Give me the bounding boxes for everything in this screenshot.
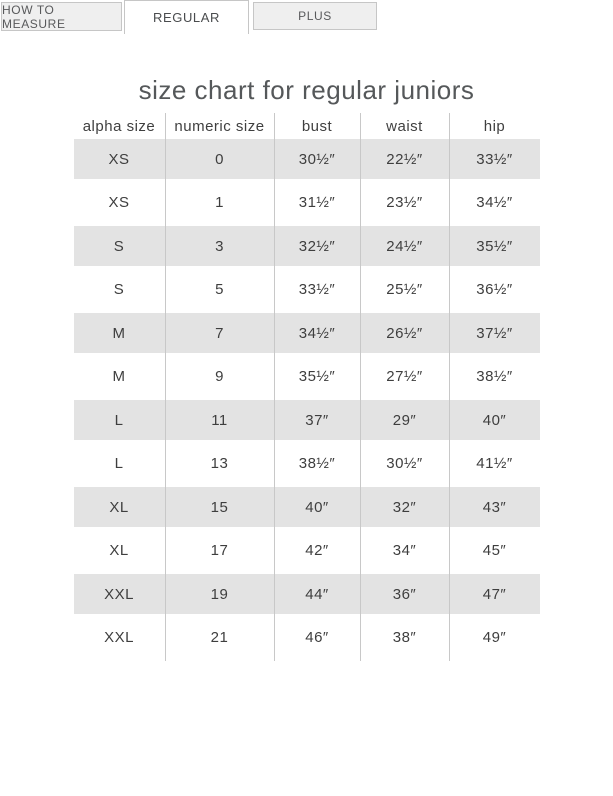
table-cell: XS: [108, 194, 130, 211]
table-cell: 46″: [274, 614, 360, 661]
table-cell: 45″: [449, 527, 540, 574]
column-header: bust: [274, 113, 360, 139]
table-cell: 38″: [360, 614, 449, 661]
table-header-row: [74, 113, 540, 139]
table-cell: 47″: [449, 574, 540, 614]
table-cell: 0: [165, 139, 274, 179]
column-header: hip: [449, 113, 540, 139]
table-cell: 34½″: [449, 179, 540, 226]
table-cell: 11: [165, 400, 274, 440]
table-row: [74, 353, 540, 400]
table-cell: 32″: [360, 487, 449, 527]
table-cell: 34″: [360, 527, 449, 574]
table-row: [74, 614, 540, 661]
table-row: [74, 313, 540, 353]
table-cell: 3: [165, 226, 274, 266]
table-cell: 17: [165, 527, 274, 574]
table-cell: XL: [109, 498, 129, 516]
table-cell: 26½″: [360, 313, 449, 353]
size-table-body: [74, 139, 540, 661]
table-cell: 49″: [449, 614, 540, 661]
table-cell: 35½″: [274, 353, 360, 400]
table-cell: 41½″: [449, 440, 540, 487]
tab-plus[interactable]: PLUS: [253, 2, 377, 30]
table-cell: 38½″: [449, 353, 540, 400]
table-cell: 40″: [274, 487, 360, 527]
table-cell: 27½″: [360, 353, 449, 400]
table-row: [74, 266, 540, 313]
table-cell: 9: [165, 353, 274, 400]
table-cell: XXL: [104, 585, 134, 603]
table-cell: 25½″: [360, 266, 449, 313]
page-title: size chart for regular juniors: [138, 75, 475, 105]
table-cell: 32½″: [274, 226, 360, 266]
table-cell: M: [112, 324, 126, 342]
table-cell: 30½″: [274, 139, 360, 179]
tab-bar: [0, 0, 613, 34]
table-row: [74, 527, 540, 574]
table-cell: 15: [165, 487, 274, 527]
table-cell: 33½″: [449, 139, 540, 179]
table-cell: 37½″: [449, 313, 540, 353]
table-cell: 23½″: [360, 179, 449, 226]
table-cell: 35½″: [449, 226, 540, 266]
table-cell: 36½″: [449, 266, 540, 313]
table-cell: XL: [109, 542, 129, 559]
table-row: [74, 487, 540, 527]
table-cell: 36″: [360, 574, 449, 614]
table-row: [74, 574, 540, 614]
table-cell: 5: [165, 266, 274, 313]
table-cell: 1: [165, 179, 274, 226]
table-cell: 43″: [449, 487, 540, 527]
table-cell: 38½″: [274, 440, 360, 487]
table-cell: S: [113, 281, 125, 298]
table-row: [74, 139, 540, 179]
table-row: [74, 440, 540, 487]
table-cell: 33½″: [274, 266, 360, 313]
column-header: alpha size: [82, 117, 156, 135]
table-cell: S: [113, 237, 125, 255]
table-cell: L: [114, 455, 124, 472]
table-cell: 31½″: [274, 179, 360, 226]
table-cell: 7: [165, 313, 274, 353]
table-cell: 22½″: [360, 139, 449, 179]
table-cell: 34½″: [274, 313, 360, 353]
table-row: [74, 226, 540, 266]
size-table: [74, 113, 540, 661]
table-cell: 30½″: [360, 440, 449, 487]
table-cell: 29″: [360, 400, 449, 440]
table-cell: 44″: [274, 574, 360, 614]
table-cell: XXL: [104, 629, 134, 646]
tab-regular[interactable]: REGULAR: [124, 0, 249, 34]
table-cell: 19: [165, 574, 274, 614]
table-cell: 42″: [274, 527, 360, 574]
column-header: numeric size: [165, 113, 274, 139]
table-cell: L: [114, 411, 124, 429]
tab-how-to-measure[interactable]: HOW TO MEASURE: [1, 2, 122, 31]
table-cell: 24½″: [360, 226, 449, 266]
table-cell: 37″: [274, 400, 360, 440]
column-header: waist: [360, 113, 449, 139]
table-cell: 13: [165, 440, 274, 487]
table-cell: XS: [108, 150, 130, 168]
table-row: [74, 400, 540, 440]
table-cell: M: [112, 368, 126, 385]
table-row: [74, 179, 540, 226]
table-cell: 40″: [449, 400, 540, 440]
table-cell: 21: [165, 614, 274, 661]
